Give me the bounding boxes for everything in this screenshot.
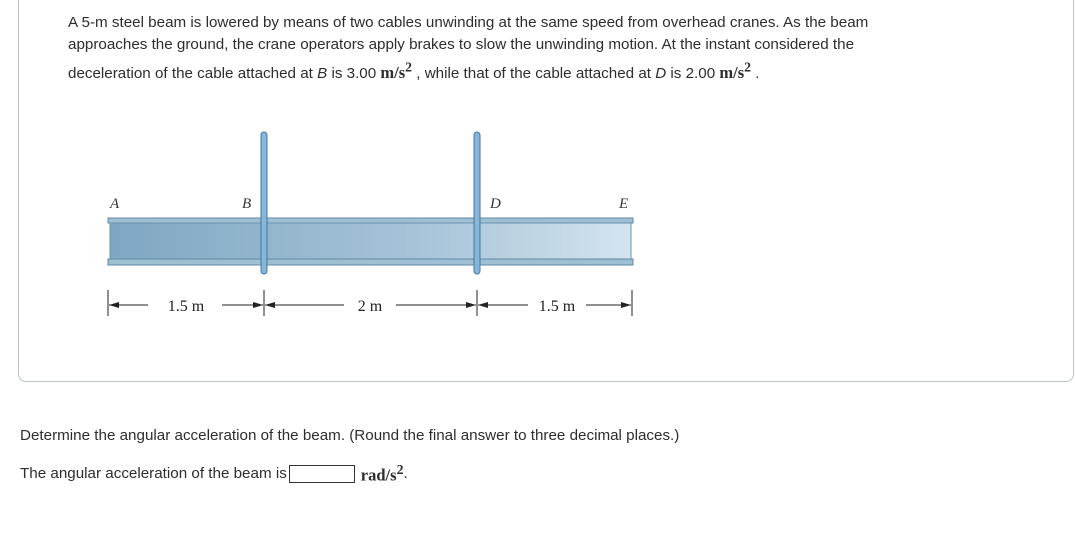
answer-trailing: . bbox=[403, 465, 408, 483]
answer-label: The angular acceleration of the beam is bbox=[20, 465, 287, 483]
dim-label-bd: 2 m bbox=[357, 298, 383, 315]
label-a: A bbox=[110, 196, 120, 212]
problem-line-1: A 5-m steel beam is lowered by means of two cables unwinding at the same speed from overhead cranes. As the beam bbox=[68, 14, 869, 31]
problem-line-3: deceleration of the cable attached at B is 3.00 $m/s^2$ , while that of the cable attached at D is 2.00 $m/s^2$ . bbox=[68, 59, 760, 82]
answer-unit: rad/$s^2$ bbox=[360, 462, 404, 485]
point-b-ref: B bbox=[317, 64, 328, 82]
problem-line-2: approaches the ground, the crane operators apply brakes to slow the unwinding motion. At the instant considered the bbox=[68, 36, 855, 53]
angular-acceleration-input[interactable] bbox=[289, 465, 355, 483]
point-d-ref: D bbox=[655, 64, 667, 82]
problem-statement bbox=[68, 12, 1028, 85]
steel-beam bbox=[108, 218, 633, 265]
answer-row bbox=[20, 462, 408, 486]
dim-label-ab: 1.5 m bbox=[167, 298, 205, 315]
label-d: D bbox=[490, 196, 501, 212]
dim-label-de: 1.5 m bbox=[538, 298, 576, 315]
cable-d bbox=[474, 132, 480, 274]
label-e: E bbox=[619, 196, 629, 212]
cable-b bbox=[261, 132, 267, 274]
accel-unit-b: $m/s^2$ bbox=[380, 59, 413, 82]
accel-unit-d: $m/s^2$ bbox=[719, 59, 751, 82]
beam-figure bbox=[100, 130, 645, 330]
question-prompt: Determine the angular acceleration of the beam. (Round the final answer to three decimal places.) bbox=[20, 427, 680, 444]
label-b: B bbox=[242, 196, 252, 212]
